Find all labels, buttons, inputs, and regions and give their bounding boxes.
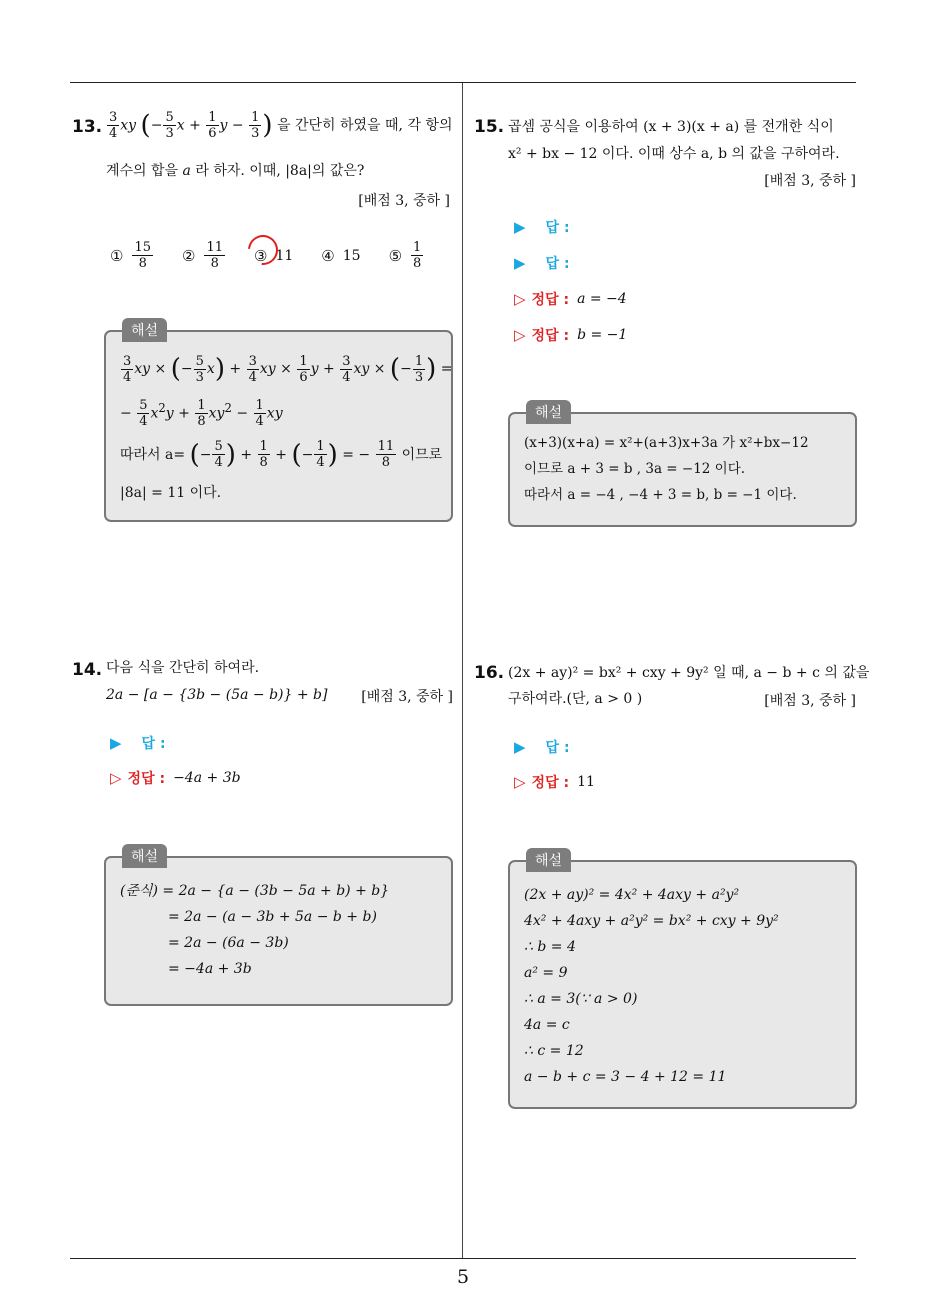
q14-sol-line1: (준식) = 2a − {a − (3b − 5a + b) + b}	[120, 883, 390, 899]
q15-solution-tag: 해설	[526, 400, 571, 424]
q16-correct-line: ▷ 정답 : 11	[514, 773, 595, 791]
q13-sol-line3: 따라서 a= (− $\frac{5}{4}$ ) + $\frac{1}{8}$ + (− $\frac{1}{4}$ ) = − $\frac{11}{8}$ 이므로	[120, 439, 443, 471]
q13-question-line2: 계수의 합을 a 라 하자. 이때, |8a|의 값은?	[106, 163, 365, 179]
q13-solution-box	[104, 323, 453, 522]
q16-sol-line2: 4x² + 4axy + a²y² = bx² + cxy + 9y²	[524, 913, 779, 929]
q15-answer-line-1[interactable]: ▶ 답 :	[514, 218, 570, 236]
q13-sol-line2: − $\frac{5}{4}$ $x^2y$ + $\frac{1}{8}$ $xy^2$ − $\frac{1}{4}$ xy	[120, 398, 283, 430]
choice-2[interactable]: ② $\frac{11}{8}$	[182, 240, 223, 271]
q14-answer-line[interactable]: ▶ 답 :	[110, 734, 166, 752]
q15-sol-line2: 이므로 a + 3 = b , 3a = −12 이다.	[524, 461, 746, 477]
q15-line1: 곱셈 공식을 이용하여 (x + 3)(x + a) 를 전개한 식이	[508, 119, 834, 135]
q14-sol-line3: = 2a − (6a − 3b)	[168, 935, 289, 951]
q13-sol-line1: $\frac{3}{4}$ xy × (− $\frac{5}{3}$ x) + $\frac{3}{4}$ xy × $\frac{1}{6}$ y + $\frac{3}{4}$ xy × (− $\frac{1}{3}$ ) =	[123, 353, 453, 385]
q16-line1: (2x + ay)² = bx² + cxy + 9y² 일 때, a − b + c 의 값을	[508, 665, 870, 681]
q16-solution-box	[508, 853, 857, 1109]
q15-correct-line-2: ▷ 정답 : b = −1	[514, 326, 628, 344]
q16-solution-tag: 해설	[526, 848, 571, 872]
q16-sol-line3: ∴ b = 4	[524, 939, 576, 955]
q14-solution-box	[104, 849, 453, 1006]
triangle-outline-icon: ▷	[514, 326, 526, 344]
choice-5[interactable]: ⑤ $\frac{1}{8}$	[388, 240, 422, 271]
top-rule	[70, 82, 856, 83]
q14-correct-line: ▷ 정답 : −4a + 3b	[110, 769, 241, 787]
q15-score: [배점 3, 중하 ]	[764, 173, 856, 189]
q15-sol-line3: 따라서 a = −4 , −4 + 3 = b, b = −1 이다.	[524, 487, 797, 503]
q16-line2: 구하여라.(단, a > 0 )	[508, 691, 643, 707]
page-number: 5	[456, 1266, 470, 1288]
q15-solution-box	[508, 405, 857, 527]
q14-solution-tag: 해설	[122, 844, 167, 868]
q13-sol-line4: |8a| = 11 이다.	[120, 484, 222, 501]
q16-answer-line[interactable]: ▶ 답 :	[514, 738, 570, 756]
selected-circle-mark	[242, 228, 284, 270]
q14-expression: 2a − [a − {3b − (5a − b)} + b]	[106, 687, 328, 703]
play-icon: ▶	[514, 218, 526, 236]
column-divider	[462, 83, 463, 1259]
choice-3[interactable]: ③ 11	[254, 247, 293, 265]
q15-sol-line1: (x+3)(x+a) = x²+(a+3)x+3a 가 x²+bx−12	[524, 435, 809, 451]
triangle-outline-icon: ▷	[110, 769, 122, 787]
triangle-outline-icon: ▷	[514, 290, 526, 308]
q14-score: [배점 3, 중하 ]	[361, 689, 453, 705]
q13-text-a: 을 간단히 하였을 때, 각 항의	[277, 117, 453, 134]
choice-1[interactable]: ① $\frac{15}{8}$	[110, 240, 151, 271]
q14-number: 14.	[72, 660, 103, 680]
play-icon: ▶	[110, 734, 122, 752]
q15-answer-line-2[interactable]: ▶ 답 :	[514, 254, 570, 272]
bottom-rule	[70, 1258, 856, 1259]
q16-sol-line8: a − b + c = 3 − 4 + 12 = 11	[524, 1069, 727, 1085]
q15-line2: x² + bx − 12 이다. 이때 상수 a, b 의 값을 구하여라.	[508, 146, 840, 162]
q15-correct-line-1: ▷ 정답 : a = −4	[514, 290, 627, 308]
q13-solution-tag: 해설	[122, 318, 167, 342]
q13-number: 13.	[72, 117, 103, 137]
q13-score: [배점 3, 중하 ]	[358, 193, 450, 209]
q15-number: 15.	[474, 117, 505, 137]
q13-choices	[110, 240, 452, 271]
q16-sol-line4: a² = 9	[524, 965, 568, 981]
choice-4[interactable]: ④ 15	[321, 246, 361, 265]
q16-sol-line1: (2x + ay)² = 4x² + 4axy + a²y²	[524, 887, 740, 903]
play-icon: ▶	[514, 254, 526, 272]
q14-text: 다음 식을 간단히 하여라.	[106, 660, 260, 676]
play-icon: ▶	[514, 738, 526, 756]
q14-sol-line4: = −4a + 3b	[168, 961, 252, 977]
q13-question-line1: $\frac{3}{4}$ xy (− $\frac{5}{3}$ x + $\frac{1}{6}$ y − $\frac{1}{3}$ ) 을 간단히 하였을 때, 각 항의	[109, 110, 453, 141]
q16-sol-line5: ∴ a = 3(∵ a > 0)	[524, 991, 638, 1007]
q16-score: [배점 3, 중하 ]	[764, 693, 856, 709]
q14-sol-line2: = 2a − (a − 3b + 5a − b + b)	[168, 909, 377, 925]
q16-sol-line7: ∴ c = 12	[524, 1043, 584, 1059]
triangle-outline-icon: ▷	[514, 773, 526, 791]
q16-number: 16.	[474, 663, 505, 683]
q16-sol-line6: 4a = c	[524, 1017, 570, 1033]
